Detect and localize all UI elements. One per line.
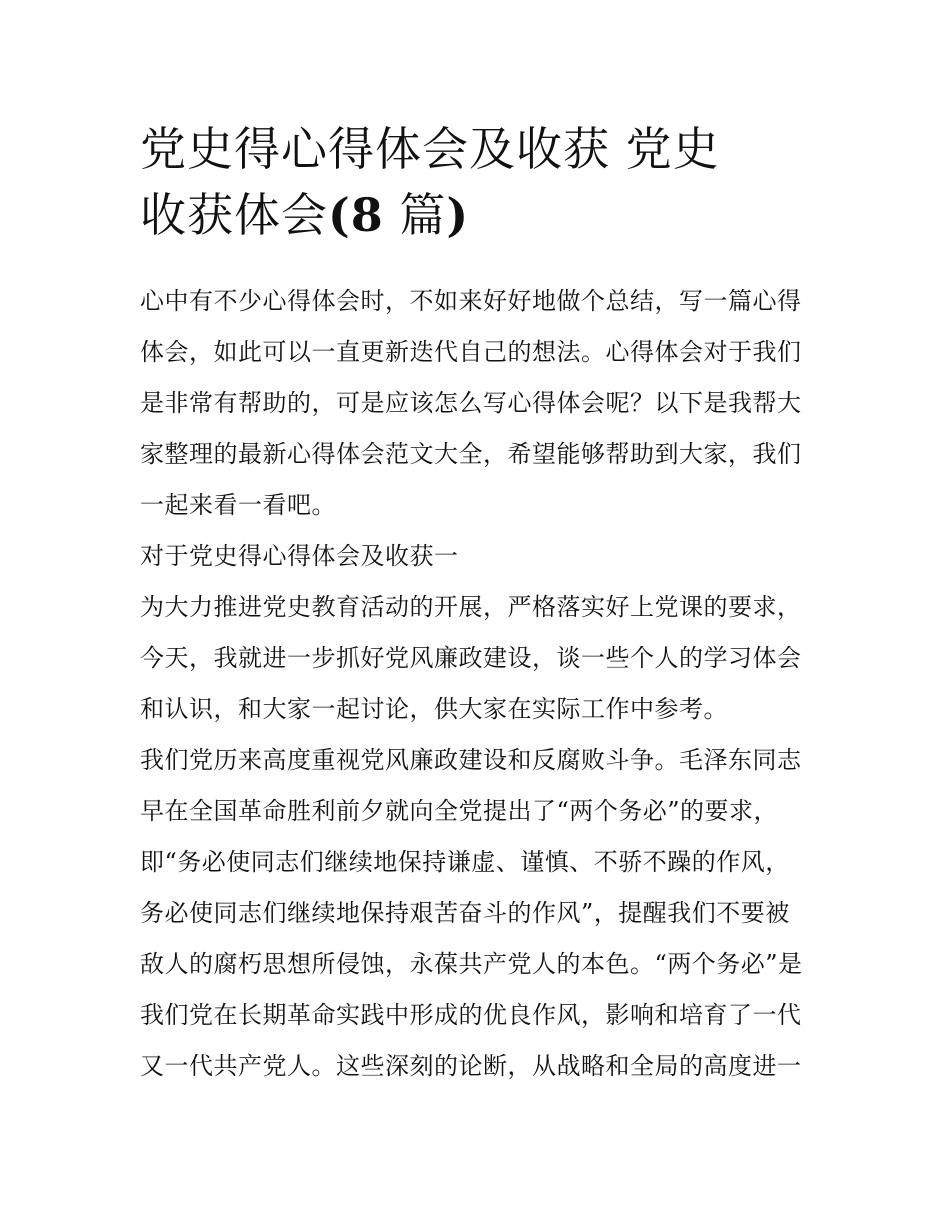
body-line: 我们党在长期革命实践中形成的优良作风，影响和培育了一代 [140, 1001, 802, 1029]
body-line: 敌人的腐朽思想所侵蚀，永葆共产党人的本色。“两个务必”是 [140, 950, 803, 978]
body-line: 体会，如此可以一直更新迭代自己的想法。心得体会对于我们 [140, 338, 802, 366]
body-line: 家整理的最新心得体会范文大全，希望能够帮助到大家，我们 [140, 440, 802, 468]
body-line: 是非常有帮助的，可是应该怎么写心得体会呢？以下是我帮大 [140, 389, 802, 417]
body-line: 我们党历来高度重视党风廉政建设和反腐败斗争。毛泽东同志 [140, 746, 802, 774]
body-line: 一起来看一看吧。 [140, 491, 336, 519]
body-line: 和认识，和大家一起讨论，供大家在实际工作中参考。 [140, 695, 728, 723]
title-line-1: 党史得心得体会及收获 党史 [140, 122, 720, 176]
body-line: 为大力推进党史教育活动的开展，严格落实好上党课的要求， [140, 593, 802, 621]
document-title [140, 116, 820, 248]
body-line: 务必使同志们继续地保持艰苦奋斗的作风”，提醒我们不要被 [140, 899, 790, 927]
document-body [140, 276, 820, 1092]
body-line: 早在全国革命胜利前夕就向全党提出了“两个务必”的要求， [140, 797, 779, 825]
title-line-2: 收获体会(8 篇) [140, 188, 470, 242]
body-line: 心中有不少心得体会时，不如来好好地做个总结，写一篇心得 [140, 287, 802, 315]
body-line: 今天，我就进一步抓好党风廉政建设，谈一些个人的学习体会 [140, 644, 802, 672]
section-heading: 对于党史得心得体会及收获一 [140, 542, 459, 570]
body-line: 即“务必使同志们继续地保持谦虚、谨慎、不骄不躁的作风， [140, 848, 790, 876]
body-line: 又一代共产党人。这些深刻的论断，从战略和全局的高度进一 [140, 1052, 802, 1080]
